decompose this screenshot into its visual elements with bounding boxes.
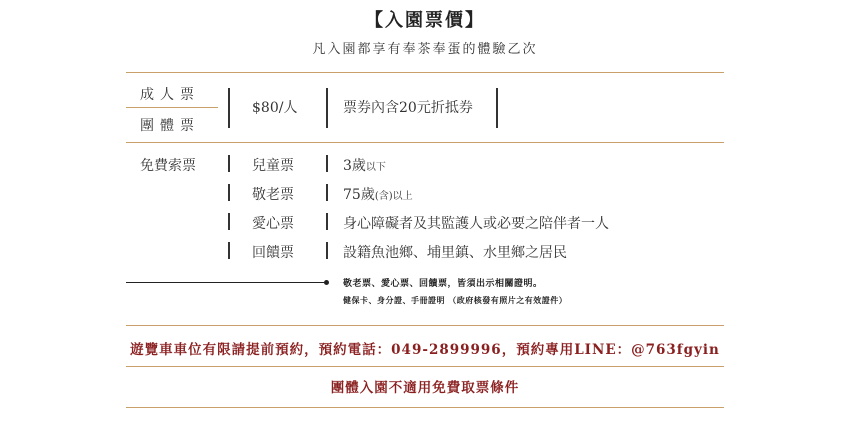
col-divider-3	[496, 88, 498, 128]
footnote-line-1: 敬老票、愛心票、回饋票，皆須出示相關證明。	[343, 279, 543, 289]
footnote-leader-line	[126, 282, 326, 283]
reservation-notice: 遊覽車車位有限請提前預約，預約電話：049-2899996，預約專用LINE：@763fgyin	[130, 342, 720, 358]
group-ticket-label: 團體票	[140, 118, 200, 134]
adult-ticket-label: 成人票	[140, 87, 200, 103]
ticket-price: $80/人	[252, 100, 298, 116]
row-divider	[326, 184, 328, 201]
footnote-bullet-icon	[324, 280, 329, 285]
row-divider	[228, 242, 230, 259]
row-divider	[326, 242, 328, 259]
free-ticket-type: 愛心票	[252, 216, 294, 232]
col-divider-1	[228, 88, 230, 128]
free-ticket-condition: 身心障礙者及其監護人或必要之陪伴者一人	[343, 216, 609, 232]
row-divider	[228, 184, 230, 201]
row-divider	[326, 213, 328, 230]
ticket-note: 票券內含20元折抵券	[343, 100, 473, 116]
free-ticket-condition: 3歲以下	[343, 158, 386, 174]
row-divider	[326, 155, 328, 172]
divider-middle	[126, 142, 724, 143]
label-divider	[126, 107, 218, 108]
page-subtitle: 凡入園都享有奉茶奉蛋的體驗乙次	[312, 42, 538, 57]
divider-bottom	[126, 407, 724, 408]
free-ticket-condition: 75歲(含)以上	[343, 187, 413, 203]
row-divider	[228, 213, 230, 230]
free-ticket-type: 回饋票	[252, 245, 294, 261]
footnote-line-2: 健保卡、身分證、手冊證明 （政府核發有照片之有效證件）	[343, 295, 568, 305]
row-divider	[228, 155, 230, 172]
free-ticket-type: 敬老票	[252, 187, 294, 203]
col-divider-2	[326, 88, 328, 128]
divider-top	[126, 72, 724, 73]
free-ticket-label: 免費索票	[140, 158, 196, 174]
page-title: 【入園票價】	[365, 10, 485, 31]
divider-notice-top	[126, 325, 724, 326]
group-notice: 團體入園不適用免費取票條件	[330, 380, 520, 396]
divider-notice-middle	[126, 366, 724, 367]
free-ticket-type: 兒童票	[252, 158, 294, 174]
free-ticket-condition: 設籍魚池鄉、埔里鎮、水里鄉之居民	[343, 245, 567, 261]
